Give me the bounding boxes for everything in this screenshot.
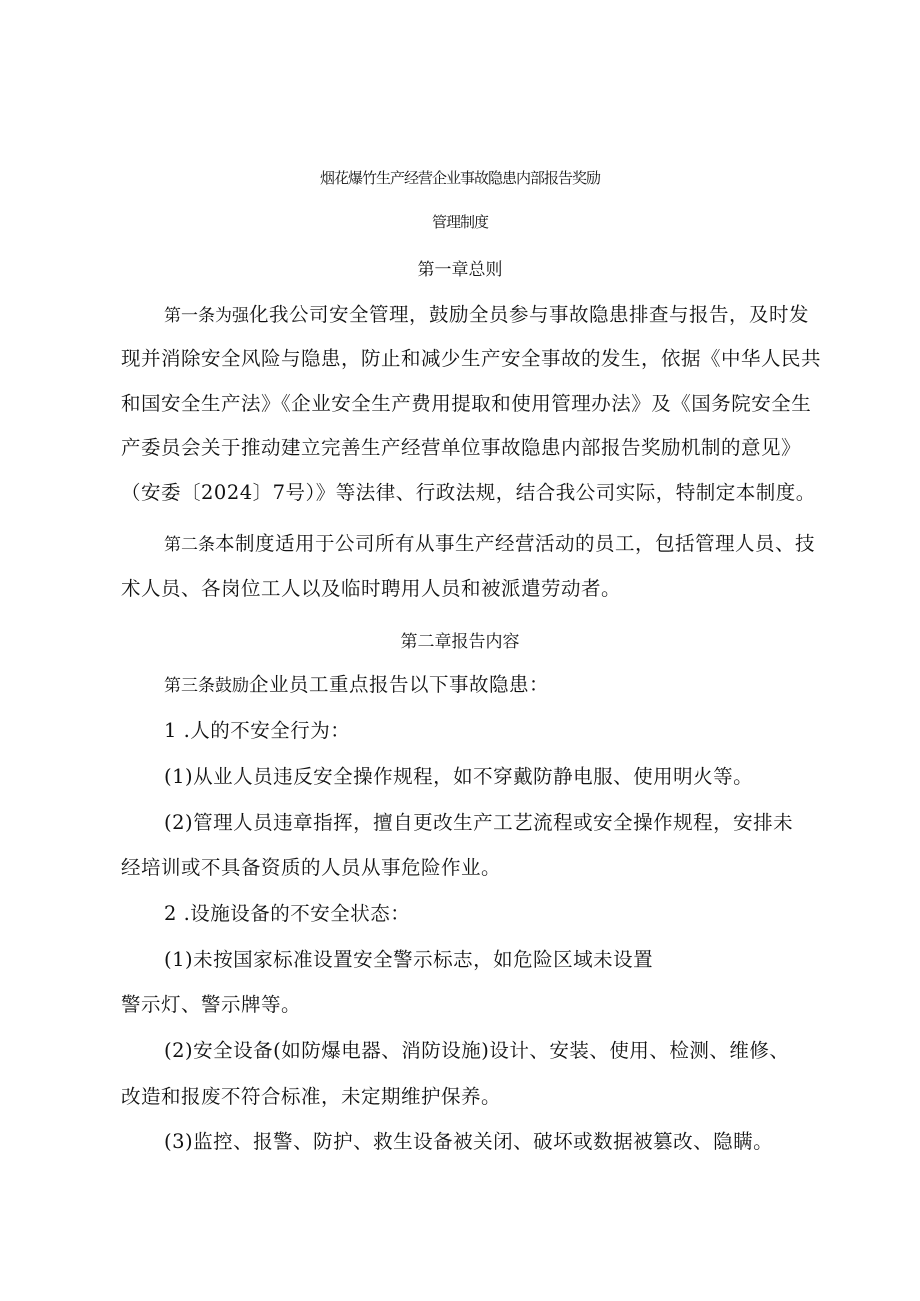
article-1-line-3: 和国安全生产法》《企业安全生产费用提取和使用管理办法》及《国务院安全生 xyxy=(121,392,812,415)
article-2-lead: 第二条 xyxy=(164,535,215,555)
list-item-1-2-line-2: 经培训或不具备资质的人员从事危险作业。 xyxy=(121,856,502,879)
article-3-line-1 xyxy=(164,670,821,701)
article-2-text: 本制度适用于公司所有从事生产经营活动的员工，包括管理人员、技 xyxy=(215,532,816,555)
list-item-2-2-line-1: (2)安全设备(如防爆电器、消防设施)设计、安装、使用、检测、维修、 xyxy=(164,1039,790,1062)
list-item-1: 1 .人的不安全行为： xyxy=(164,719,351,742)
article-1-line-2: 现并消除安全风险与隐患，防止和减少生产安全事故的发生，依据《中华人民共 xyxy=(121,347,822,370)
list-item-2-3: (3)监控、报警、防护、救生设备被关闭、破坏或数据被篡改、隐瞒。 xyxy=(164,1130,774,1153)
list-item-2-1-line-2: 警示灯、警示牌等。 xyxy=(121,993,302,1016)
article-2-line-2: 术人员、各岗位工人以及临时聘用人员和被派遣劳动者。 xyxy=(121,577,622,600)
list-item-1-1: (1)从业人员违反安全操作规程，如不穿戴防静电服、使用明火等。 xyxy=(164,765,754,788)
article-1-line-5: （安委〔2024〕7号）》等法律、行政法规，结合我公司实际，特制定本制度。 xyxy=(121,481,816,504)
article-1-line-4: 产委员会关于推动建立完善生产经营单位事故隐患内部报告奖励机制的意见》 xyxy=(121,436,802,459)
list-item-1-2-line-1: (2)管理人员违章指挥，擅自更改生产工艺流程或安全操作规程，安排未 xyxy=(164,811,794,834)
article-2-line-1 xyxy=(164,529,821,560)
list-item-2: 2 .设施设备的不安全状态： xyxy=(164,902,411,925)
list-item-2-2-line-2: 改造和报废不符合标准，未定期维护保养。 xyxy=(121,1085,502,1108)
list-item-2-1-line-1: (1)未按国家标准设置安全警示标志，如危险区域未设置 xyxy=(164,948,654,971)
chapter-2-heading: 第二章报告内容 xyxy=(400,632,520,652)
document-title-line-2: 管理制度 xyxy=(431,213,488,231)
chapter-1-heading: 第一章总则 xyxy=(417,260,503,280)
article-3-text: 企业员工重点报告以下事故隐患： xyxy=(249,673,550,696)
article-1-line-1 xyxy=(164,300,821,331)
article-3-lead: 第三条鼓励 xyxy=(164,676,249,696)
article-1-text: 化我公司安全管理，鼓励全员参与事故隐患排查与报告，及时发 xyxy=(249,303,810,326)
document-title-line-1: 烟花爆竹生产经营企业事故隐患内部报告奖励 xyxy=(319,169,600,187)
article-1-lead: 第一条为强 xyxy=(164,306,249,326)
